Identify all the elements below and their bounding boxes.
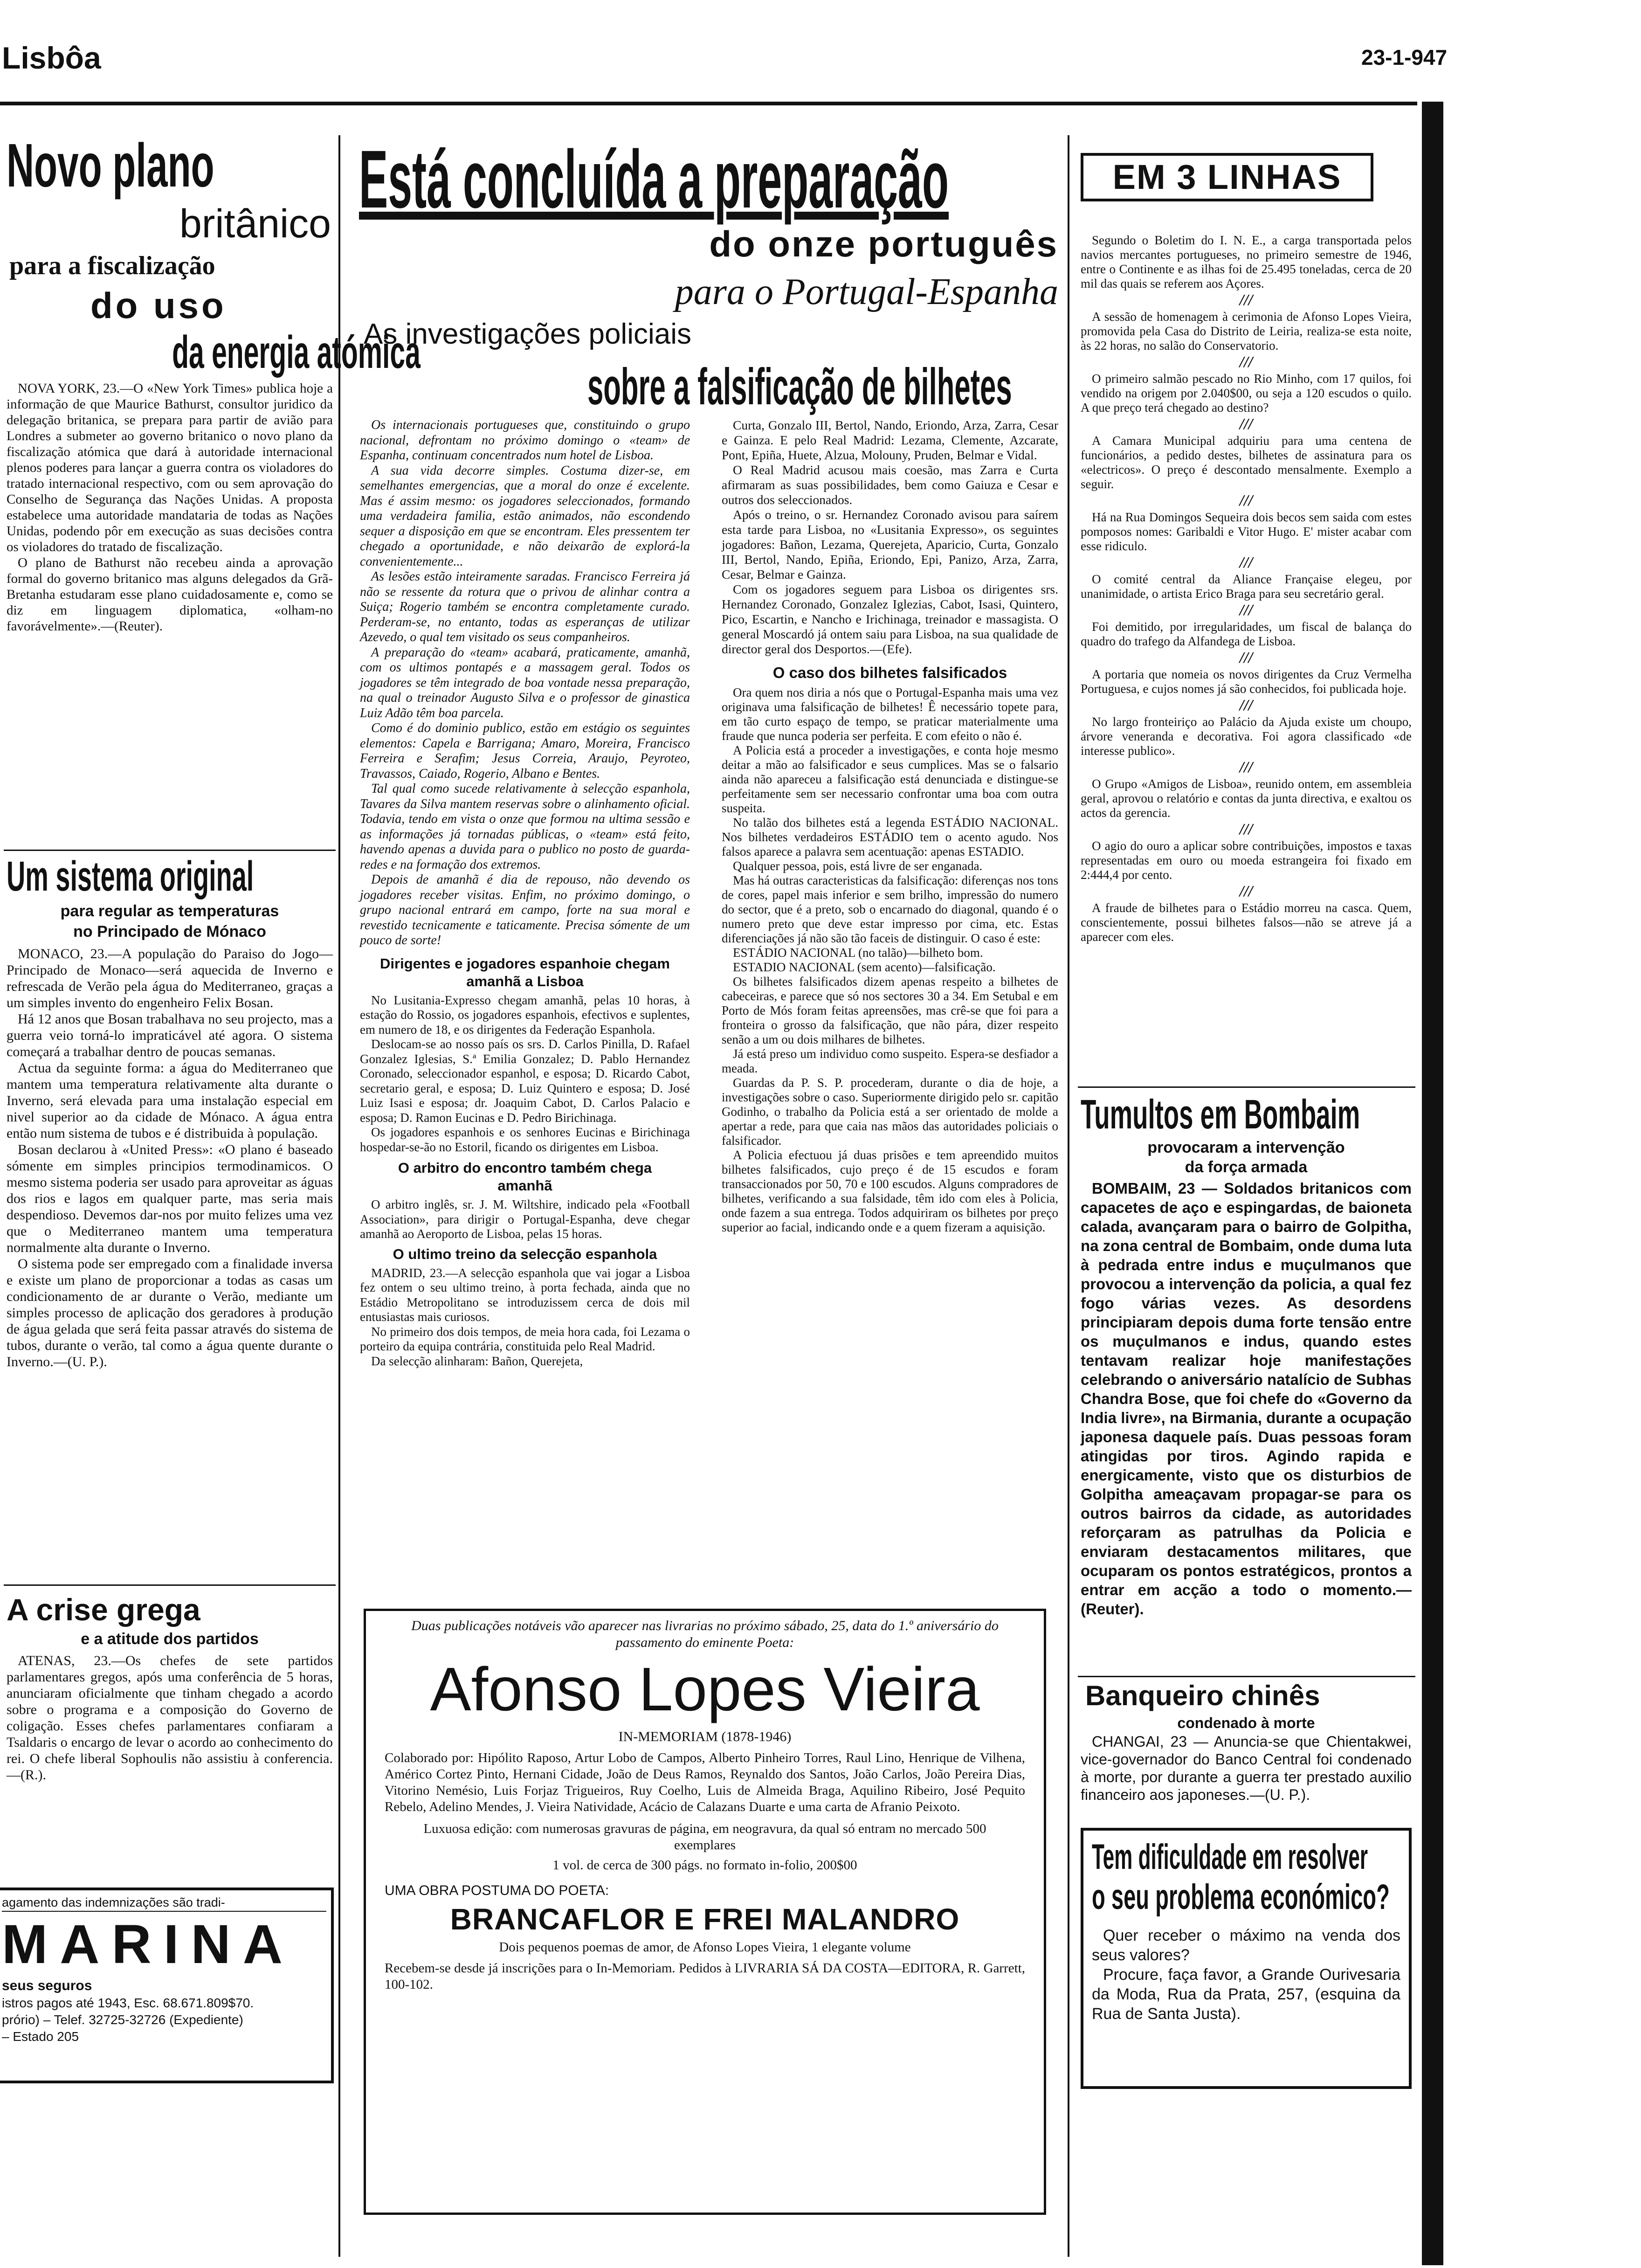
em-3-linhas-title: EM 3 LINHAS — [1112, 158, 1342, 196]
ourivesaria-paragraph: Quer receber o máximo na venda dos seus valores? — [1092, 1927, 1400, 1964]
sistema-subtitle-1: para regular as temperaturas — [60, 902, 279, 920]
novo-plano-body — [7, 380, 333, 634]
sistema-paragraph: Actua da seguinte forma: a água do Mediterraneo que mantem uma temperatura relativamente alta durante o Inverno, será elevada para uma instalação especial em nivel superior ao da cidade de Mónaco. A água entra então num sistema de tubos e é distribuida à população. — [7, 1060, 333, 1141]
ad-two-poems: Dois pequenos poemas de amor, de Afonso Lopes Vieira, 1 elegante volume — [499, 1940, 911, 1955]
ourivesaria-ad — [1081, 1828, 1412, 2089]
bilhetes-paragraph: Qualquer pessoa, pois, está livre de ser enganada. — [733, 859, 983, 873]
brief-separator: /// — [1239, 821, 1253, 838]
ourivesaria-line-2-wrap — [1092, 1877, 1400, 1917]
novo-plano-headline — [7, 131, 333, 201]
novo-plano-title-line5-wrap — [7, 326, 421, 378]
tumultos-body — [1081, 1179, 1412, 1618]
ad-collaborators: Colaborado por: Hipólito Raposo, Artur Lobo de Campos, Alberto Pinheiro Torres, Raul Lino, Henrique de Vilhena, Américo Cortez Pinto, Hernani Cidade, João de Deus Ramos, Reynaldo dos Santos, João Carlos, João Pereira Dias, Vitorino Nemésio, Luis Forjaz Trigueiros, Ruy Coelho, Luis de Almeida Braga, Aquilino Ribeiro, José Pequito Rebelo, Adelino Mendes, J. Vieira Natividade, Acácio de Calazans Duarte e uma carta de Afranio Peixoto. — [385, 1750, 1025, 1814]
center-column-b — [722, 418, 1058, 1235]
divider — [4, 1584, 336, 1586]
crise-body — [7, 1653, 333, 1783]
bilhetes-paragraph: ESTÁDIO NACIONAL (no talão)—bilheto bom. — [733, 946, 983, 960]
ad-receive: Recebem-se desde já inscrições para o In-Memoriam. Pedidos à LIVRARIA SÁ DA COSTA—EDITORA, R. Garrett, 100-102. — [385, 1961, 1025, 1992]
marina-line-2: istros pagos até 1943, Esc. 68.671.809$70. — [2, 1996, 254, 2010]
marina-line-4: – Estado 205 — [2, 2029, 79, 2044]
colb-paragraph: O Real Madrid acusou mais coesão, mas Zarra e Curta afirmaram as suas possibilidades, bem como Gaiuza e Cesar e outros dos seleccionados. — [722, 463, 1058, 507]
second-headline: sobre a falsificação de bilhetes — [587, 358, 1012, 415]
brief-separator: /// — [1239, 353, 1253, 371]
arbitro-paragraph: O arbitro inglês, sr. J. M. Wiltshire, indicado pela «Football Association», para dirigir o Portugal-Espanha, deve chegar amanhã ao Aeroporto de Lisboa, pelas 15 horas. — [360, 1197, 690, 1241]
treino-paragraph: Da selecção alinharam: Bañon, Querejeta, — [371, 1354, 583, 1368]
briefs-list — [1081, 233, 1412, 944]
main-subtitle-2: para o Portugal-Espanha — [675, 271, 1058, 312]
bilhetes-paragraph: ESTADIO NACIONAL (sem acento)—falsificação. — [733, 960, 996, 974]
marina-top-line: agamento das indemnizações são tradi- — [2, 1894, 326, 1912]
treino-paragraph: MADRID, 23.—A selecção espanhola que vai jogar a Lisboa fez ontem o seu ultimo treino, à porta fechada, ainda que no Estádio Metropolitano se introduzissem cerca de dois mil entusiastas mais curiosos. — [360, 1265, 690, 1324]
novo-plano-paragraph: O plano de Bathurst não recebeu ainda a aprovação formal do governo britanico mas alguns delegados da Grã-Bretanha estudaram esse plano cuidadosamente e, como se diz em linguagem diplomatica, «olham-no favorávelmente».—(Reuter). — [7, 555, 333, 634]
novo-plano-article — [7, 131, 421, 634]
banqueiro-subtitle: condenado à morte — [1177, 1715, 1315, 1731]
ourivesaria-line-1: Tem dificuldade em resolver — [1092, 1837, 1368, 1877]
brief-separator: /// — [1239, 883, 1253, 900]
sistema-paragraph: MONACO, 23.—A população do Paraiso do Jogo—Principado de Monaco—será aquecida de Inverno e refrescada de Verão pela água do Mediterraneo, graças a um simples invento do engenheiro Felix Bosan. — [7, 946, 333, 1010]
colb-body-1 — [722, 418, 1058, 657]
brief-separator: /// — [1239, 649, 1253, 666]
crise-paragraph: ATENAS, 23.—Os chefes de sete partidos parlamentares gregos, após uma conferência de 5 horas, anunciaram oficialmente que tinham chegado a acordo sobre o programa e a composição do Governo de coligação. Esses chefes parlamentares confiaram a Tsaldaris o encargo de levar o acordo ao conhecimento do rei. O chefe liberal Sophoulis não assistiu à conferencia.—(R.). — [7, 1653, 333, 1783]
brief-separator: /// — [1239, 492, 1253, 509]
tumultos-subtitle-2: da força armada — [1185, 1158, 1308, 1176]
section-title: Lisbôa — [2, 41, 101, 75]
sistema-original-article — [7, 852, 333, 1370]
ourivesaria-paragraph: Procure, faça favor, a Grande Ourivesaria da Moda, Rua da Prata, 257, (esquina da Rua de Santa Justa). — [1092, 1966, 1400, 2023]
ad-memoriam: IN-MEMORIAM (1878-1946) — [618, 1729, 792, 1744]
divider — [1078, 1086, 1415, 1088]
brief-item: A portaria que nomeia os novos dirigentes da Cruz Vermelha Portuguesa, e cujos nomes já são conhecidos, foi publicada hoje. — [1081, 667, 1412, 696]
crise-grega-article — [7, 1591, 333, 1783]
banqueiro-article — [1081, 1679, 1412, 1804]
kicker: As investigações policiais — [364, 318, 692, 350]
novo-plano-paragraph: NOVA YORK, 23.—O «New York Times» publica hoje a informação de que Maurice Bathurst, consultor juridico da delegação britanica, se prepara para partir de avião para Londres a submeter ao governo britanico o novo plano da fiscalização atómica que dará à autoridade internacional plenos poderes para lançar a guerra contra os violadores do tratado internacional respectivo, com ou sem aprovação do Conselho de Segurança das Nações Unidas. A proposta estabelece uma autoridade mandataria de todas as Nações Unidas, podendo pôr em execução as suas decisões contra os violadores do tratado de fiscalização. — [7, 381, 333, 554]
em-3-linhas-box — [1081, 153, 1373, 201]
treino-heading: O ultimo treino da selecção espanhola — [393, 1245, 657, 1262]
ad-top-text: Duas publicações notáveis vão aparecer nas livrarias no próximo sábado, 25, data do 1.º aniversário do passamento do eminente Poeta: — [411, 1618, 999, 1650]
main-headline: Está concluída a preparação — [359, 134, 949, 225]
intro-paragraph: A preparação do «team» acabará, praticamente, amanhã, com os ultimos pontapés e a massagem geral. Todos os jogadores se têm integrado de boa vontade nessa preparação, na qual o treinador Augusto Silva e o professor de ginastica Luiz Adão têm boa parcela. — [360, 645, 690, 720]
brief-separator: /// — [1239, 759, 1253, 776]
brief-item: O primeiro salmão pescado no Rio Minho, com 17 quilos, foi vendido na origem por 2.040$00, ou seja a 120 escudos o quilo. A que preço terá chegado ao destino? — [1081, 372, 1412, 415]
arbitro-heading: O arbitro do encontro também chega amanhã — [398, 1160, 652, 1194]
tumultos-title: Tumultos em Bombaim — [1081, 1091, 1360, 1137]
brief-item: A fraude de bilhetes para o Estádio morreu na casca. Quem, conscientemente, possui bilhetes falsos—não se atreve já a aparecer com eles. — [1081, 901, 1412, 944]
tumultos-paragraph: BOMBAIM, 23 — Soldados britanicos com capacetes de aço e espingardas, de baioneta calada, avançaram para o bairro de Golpitha, na zona central de Bombaim, onde duma luta à pedrada entre indus e muçulmanos que provocou a intervenção da policia, a qual fez fogo várias vezes. As desordens principiaram depois duma forte tensão entre os muçulmanos e indus, quando estes tentavam realizar hoje manifestações celebrando o aniversário natalício de Subhas Chandra Bose, que foi chefe do «Governo da India livre», na Birmania, durante a ocupação japonesa daquele país. Duas pessoas foram atingidas por tiros. Agindo rapida e energicamente, visto que os disturbios de Golpitha ameaçavam propagar-se para os outros bairros da cidade, as autoridades reforçaram as patrulhas da Policia e enviaram destacamentos militares, que ocuparam os pontos estratégicos, prontos a entrar em acção a todo o momento.—(Reuter). — [1081, 1180, 1412, 1618]
sistema-subtitle-2: no Principado de Mónaco — [73, 923, 266, 940]
colb-paragraph: Com os jogadores seguem para Lisboa os dirigentes srs. Hernandez Coronado, Gonzalez Iglezias, Cabot, Isasi, Quintero, Pico, Escartin, e Nancho e Irichinaga, treinador e massagista. O general Moscardó já ontem saiu para Lisboa, na sua qualidade de director geral dos Desportos.—(Efe). — [722, 582, 1058, 656]
bilhetes-paragraph: Já está preso um individuo como suspeito. Espera-se desfiador a meada. — [722, 1047, 1058, 1075]
banqueiro-body — [1081, 1733, 1412, 1804]
brief-item: No largo fronteiriço ao Palácio da Ajuda existe um choupo, árvore veneranda e decorativa. Foi agora classificado «de interesse publico». — [1081, 715, 1412, 758]
sistema-headline — [7, 852, 333, 901]
sistema-paragraph: O sistema pode ser empregado com a finalidade inversa e existe um plano de proporcionar a todas as casas um condicionamento de ar durante o Verão, mediante um simples processo de aplicação dos geradores à produção de água gelada que será feita passar através do sistema de tubos, durante o verão, tal como a água quente durante o Inverno.—(U. P.). — [7, 1256, 333, 1369]
marina-ad — [0, 1888, 334, 2083]
brief-item: O Grupo «Amigos de Lisboa», reunido ontem, em assembleia geral, aprovou o relatório e contas da junta directiva, e exaltou os actos da gerencia. — [1081, 777, 1412, 820]
novo-plano-title-line1: Novo plano — [7, 131, 214, 200]
brief-separator: /// — [1239, 291, 1253, 309]
brief-separator: /// — [1239, 697, 1253, 714]
ad-author-name: Afonso Lopes Vieira — [430, 1655, 980, 1723]
header-rule — [0, 102, 1417, 105]
afonso-lopes-vieira-ad — [364, 1609, 1046, 2215]
second-headline-wrap — [587, 359, 1058, 415]
intro-paragraph: Os internacionais portugueses que, constituindo o grupo nacional, defrontam no próximo domingo o «team» de Espanha, continuam concentrados num hotel de Lisboa. — [360, 418, 690, 463]
brief-separator: /// — [1239, 554, 1253, 571]
ad-obra: UMA OBRA POSTUMA DO POETA: — [385, 1883, 609, 1898]
marina-name: MARINA — [2, 1914, 295, 1975]
intro-paragraph: Como é do dominio publico, estão em estágio os seguintes elementos: Capela e Barrigana; Amaro, Moreira, Francisco Ferreira e Serafim; Jesus Correia, Araujo, Peyroteo, Travassos, Caiado, Rogerio, Albano e Bentes. — [360, 721, 690, 781]
novo-plano-title-line4: do uso — [90, 285, 227, 326]
bilhetes-paragraph: No talão dos bilhetes está a legenda ESTÁDIO NACIONAL. Nos bilhetes verdadeiros ESTÁDIO tem o acento agudo. Nos falsos aparece a palavra sem acentuação: apenas ESTADIO. — [722, 816, 1058, 858]
novo-plano-title-line2: britânico — [179, 201, 331, 246]
brief-item: Há na Rua Domingos Sequeira dois becos sem saida com estes pomposos nomes: Garibaldi e Vitor Hugo. E' mister acabar com esse ridiculo. — [1081, 510, 1412, 553]
intro-paragraph: Depois de amanhã é dia de repouso, não devendo os jogadores receber visitas. Enfim, no próximo domingo, o grupo nacional entrará em campo, forte na sua moral e revestido tecnicamente e taticamente. Precisa sómente de um pouco de sorte! — [360, 872, 690, 947]
sistema-paragraph: Há 12 anos que Bosan trabalhava no seu projecto, mas a guerra veio torná-lo impraticável até agora. O sistema começará a trabalhar dentro de poucas semanas. — [7, 1011, 333, 1059]
banqueiro-paragraph: CHANGAI, 23 — Anuncia-se que Chientakwei, vice-governador do Banco Central foi condenado à morte, por durante a guerra ter prestado auxilio financeiro aos japoneses.—(U. P.). — [1081, 1733, 1412, 1803]
brief-item: Segundo o Boletim do I. N. E., a carga transportada pelos navios mercantes portugueses, no primeiro semestre de 1946, entre o Continente e as ilhas foi de 25.495 toneladas, cerca de 20 mil das quais se referem aos Açores. — [1081, 233, 1412, 290]
crise-subtitle: e a atitude dos partidos — [81, 1630, 259, 1648]
divider — [1078, 1676, 1415, 1677]
tumultos-article — [1081, 1091, 1412, 1618]
brief-item: Foi demitido, por irregularidades, um fiscal de balança do quadro do trafego da Alfandega de Lisboa. — [1081, 620, 1412, 648]
dirigentes-heading: Dirigentes e jogadores espanhoie chegam amanhã a Lisboa — [380, 955, 670, 989]
treino-paragraph: No primeiro dos dois tempos, de meia hora cada, foi Lezama o porteiro da equipa contrária, constituida pelo Real Madrid. — [360, 1324, 690, 1353]
intro-body — [360, 418, 690, 948]
intro-paragraph: Tal qual como sucede relativamente à selecção espanhola, Tavares da Silva mantem reservas sobre o alinhamento oficial. Todavia, tendo em vista o onze que formou na ultima sessão e as informações já tornadas públicas, o «team» está feito, havendo apenas a duvida para o publico no posto de guarda-redes e na formação dos extremos. — [360, 781, 690, 872]
sistema-paragraph: Bosan declarou à «United Press»: «O plano é baseado sómente em simples principios termodinamicos. O mesmo sistema poderia ser usado para aproveitar as águas dos rios e lagos em qualquer parte, mas seria mais despendioso. Devemos dar-nos por muito felizes uma vez que o Mediterraneo mantem uma temperatura normalmente alta durante o Inverno. — [7, 1142, 333, 1255]
brief-item: O comité central da Aliance Française elegeu, por unanimidade, o artista Erico Braga para seu secretário geral. — [1081, 572, 1412, 601]
page-date: 23-1-947 — [1361, 45, 1448, 69]
dirigentes-paragraph: No Lusitania-Expresso chegam amanhã, pelas 10 horas, à estação do Rossio, os jogadores espanhois, efectivos e suplentes, em numero de 18, e os dirigentes da Federação Espanhola. — [360, 993, 690, 1037]
brief-item: A Camara Municipal adquiriu para uma centena de funcionários, a pedido destes, bilhetes de assinatura para os «electricos». O preço é descontado mensalmente. Exemplo a seguir. — [1081, 434, 1412, 491]
ad-luxe: Luxuosa edição: com numerosas gravuras de página, em neogravura, da qual só entram no mercado 500 exemplares — [423, 1821, 986, 1853]
center-column-a — [360, 418, 690, 1369]
dirigentes-paragraph: Os jogadores espanhois e os senhores Eucinas e Birichinaga hospedar-se-ão no Estoril, ficando os dirigentes em Lisboa. — [360, 1125, 690, 1154]
right-border-bar — [1422, 102, 1443, 2265]
novo-plano-title-line3: para a fiscalização — [9, 251, 215, 280]
intro-paragraph: A sua vida decorre simples. Costuma dizer-se, em semelhantes emergencias, que a moral do onze é excelente. Mas é assim mesmo: os jogadores seleccionados, formando uma verdadeira familia, estão animados, não escondendo sequer a disposição em que se encontram. Eles pressentem ter chegado a oportunidade, e não deixarão de explorá-la convenientemente... — [360, 463, 690, 569]
divider — [4, 850, 336, 851]
tumultos-headline — [1081, 1091, 1412, 1138]
ourivesaria-body — [1092, 1926, 1400, 2024]
novo-plano-title-line5: da energia atómica — [172, 326, 421, 378]
main-headline-wrap — [359, 135, 1058, 224]
brief-separator: /// — [1239, 415, 1253, 433]
brief-item: O agio do ouro a aplicar sobre contribuições, impostos e taxas representadas em ouro ou moeda estrangeira foi fixado em 2:444,4 por cento. — [1081, 839, 1412, 882]
arbitro-body — [360, 1197, 690, 1242]
bilhetes-paragraph: A Policia está a proceder a investigações, e conta hoje mesmo deitar a mão ao falsificador e seus cumplices. Mas se o falsario ainda não apareceu a falsificação está denunciada e distingue-se perfeitamente sem ser necessario confrontar uma boa com outra suspeita. — [722, 743, 1058, 815]
bilhetes-paragraph: A Policia efectuou já duas prisões e tem apreendido muitos bilhetes falsificados, cujo preço é de 15 escudos e foram transaccionados por 50, 70 e 100 escudos. Alguns compradores de bilhetes, verificando a sua falsidade, têm ido com eles à Policia, onde fazem a sua entrega. Todos adquiriram os bilhetes por preço superior ao facial, indicando onde e a quem fizeram a aquisição. — [722, 1148, 1058, 1234]
dirigentes-paragraph: Deslocam-se ao nosso país os srs. D. Carlos Pinilla, D. Rafael Gonzalez Iglesias, S.ª Emilia Gonzalez; D. Pablo Hernandez Coronado, seleccionador espanhol, e esposa; D. Ricardo Cabot, secretario geral, e esposa; D. Luiz Quintero e esposa; D. José Luiz Isasi e esposa; dr. Joaquim Cabot, D. Carlos Palacio e esposa; D. Ramon Eucinas e D. Pedro Birichinaga. — [360, 1037, 690, 1125]
main-subtitle-1: do onze português — [709, 223, 1058, 264]
bilhetes-paragraph: Guardas da P. S. P. procederam, durante o dia de hoje, a investigações sobre o caso. Superiormente dirigido pelo sr. capitão Godinho, o trabalho da Policia está a ser orientado de molde a apertar a rede, para que caia nas mãos das autoridades policiais o falsificador. — [722, 1076, 1058, 1148]
ad-volume: 1 vol. de cerca de 300 págs. no formato in-folio, 200$00 — [552, 1858, 857, 1873]
sistema-body — [7, 946, 333, 1370]
colb-paragraph: Curta, Gonzalo III, Bertol, Nando, Eriondo, Arza, Zarra, Cesar e Gainza. E pelo Real Madrid: Lezama, Clemente, Azcarate, Pont, Epiña, Huete, Alzua, Molouny, Pruden, Belmar e Vidal. — [722, 418, 1058, 462]
ourivesaria-line-1-wrap — [1092, 1837, 1400, 1877]
ourivesaria-line-2: o seu problema económico? — [1092, 1877, 1390, 1917]
column-rule-2 — [1068, 135, 1069, 2257]
treino-body — [360, 1266, 690, 1369]
bilhetes-heading: O caso dos bilhetes falsificados — [772, 664, 1007, 681]
tumultos-subtitle-1: provocaram a intervenção — [1147, 1139, 1345, 1156]
bilhetes-paragraph: Ora quem nos diria a nós que o Portugal-Espanha mais uma vez originava uma falsificação de bilhetes! Ê necessário topete para, em tão curto espaço de tempo, se praticar materialmente uma fraude que nunca poderia ser perfeita. E com efeito o não é. — [722, 685, 1058, 743]
colb-paragraph: Após o treino, o sr. Hernandez Coronado avisou para saírem esta tarde para Lisboa, no «Lusitania Expresso», os seguintes jogadores: Bañon, Lezama, Querejeta, Aparicio, Curta, Gonzalo III, Bertol, Nando, Epiña, Eriondo, Epi, Panizo, Arza, Zarra, Cesar, Belmar e Gainza. — [722, 507, 1058, 581]
banqueiro-title: Banqueiro chinês — [1085, 1680, 1320, 1711]
marina-line-3: prório) – Telef. 32725-32726 (Expediente) — [2, 2012, 243, 2027]
bilhetes-body — [722, 685, 1058, 1235]
ad-book-title: BRANCAFLOR E FREI MALANDRO — [450, 1902, 960, 1936]
bilhetes-paragraph: Os bilhetes falsificados dizem apenas respeito a bilhetes de cabeceiras, e parece que só nos sectores 30 a 34. Em Setubal e em Porto de Mós foram feitas apreensões, mas crê-se que foi para a fronteira o grosso da falsificação, que não pára, dizer respeito senão a um ou dois milhares de bilhetes. — [722, 975, 1058, 1046]
bilhetes-paragraph: Mas há outras caracteristicas da falsificação: diferenças nos tons de cores, papel mais inferior e sem brilho, impressão do numero do sector, que é a preto, sob o encarnado do diagonal, quando é o numero preto que deve estar impresso por cima, etc. Estas diferenciações já não são tão faceis de distinguir. O caso é este: — [722, 873, 1058, 945]
marina-line-1: seus seguros — [2, 1978, 92, 1993]
brief-separator: /// — [1239, 602, 1253, 619]
crise-title: A crise grega — [7, 1592, 200, 1627]
sistema-title: Um sistema original — [7, 853, 254, 900]
intro-paragraph: As lesões estão inteiramente saradas. Francisco Ferreira já não se ressente da rotura que o privou de alinhar contra a Suiça; Rogerio também se encontra completamente curado. Perderam-se, no entanto, todas as esperanças de utilizar Azevedo, o qual tem visitado os seus companheiros. — [360, 569, 690, 644]
brief-item: A sessão de homenagem à cerimonia de Afonso Lopes Vieira, promovida pela Casa do Distrito de Leiria, realiza-se esta noite, às 22 horas, no salão do Conservatorio. — [1081, 310, 1412, 353]
column-rule-1 — [338, 135, 340, 2257]
dirigentes-body — [360, 993, 690, 1155]
